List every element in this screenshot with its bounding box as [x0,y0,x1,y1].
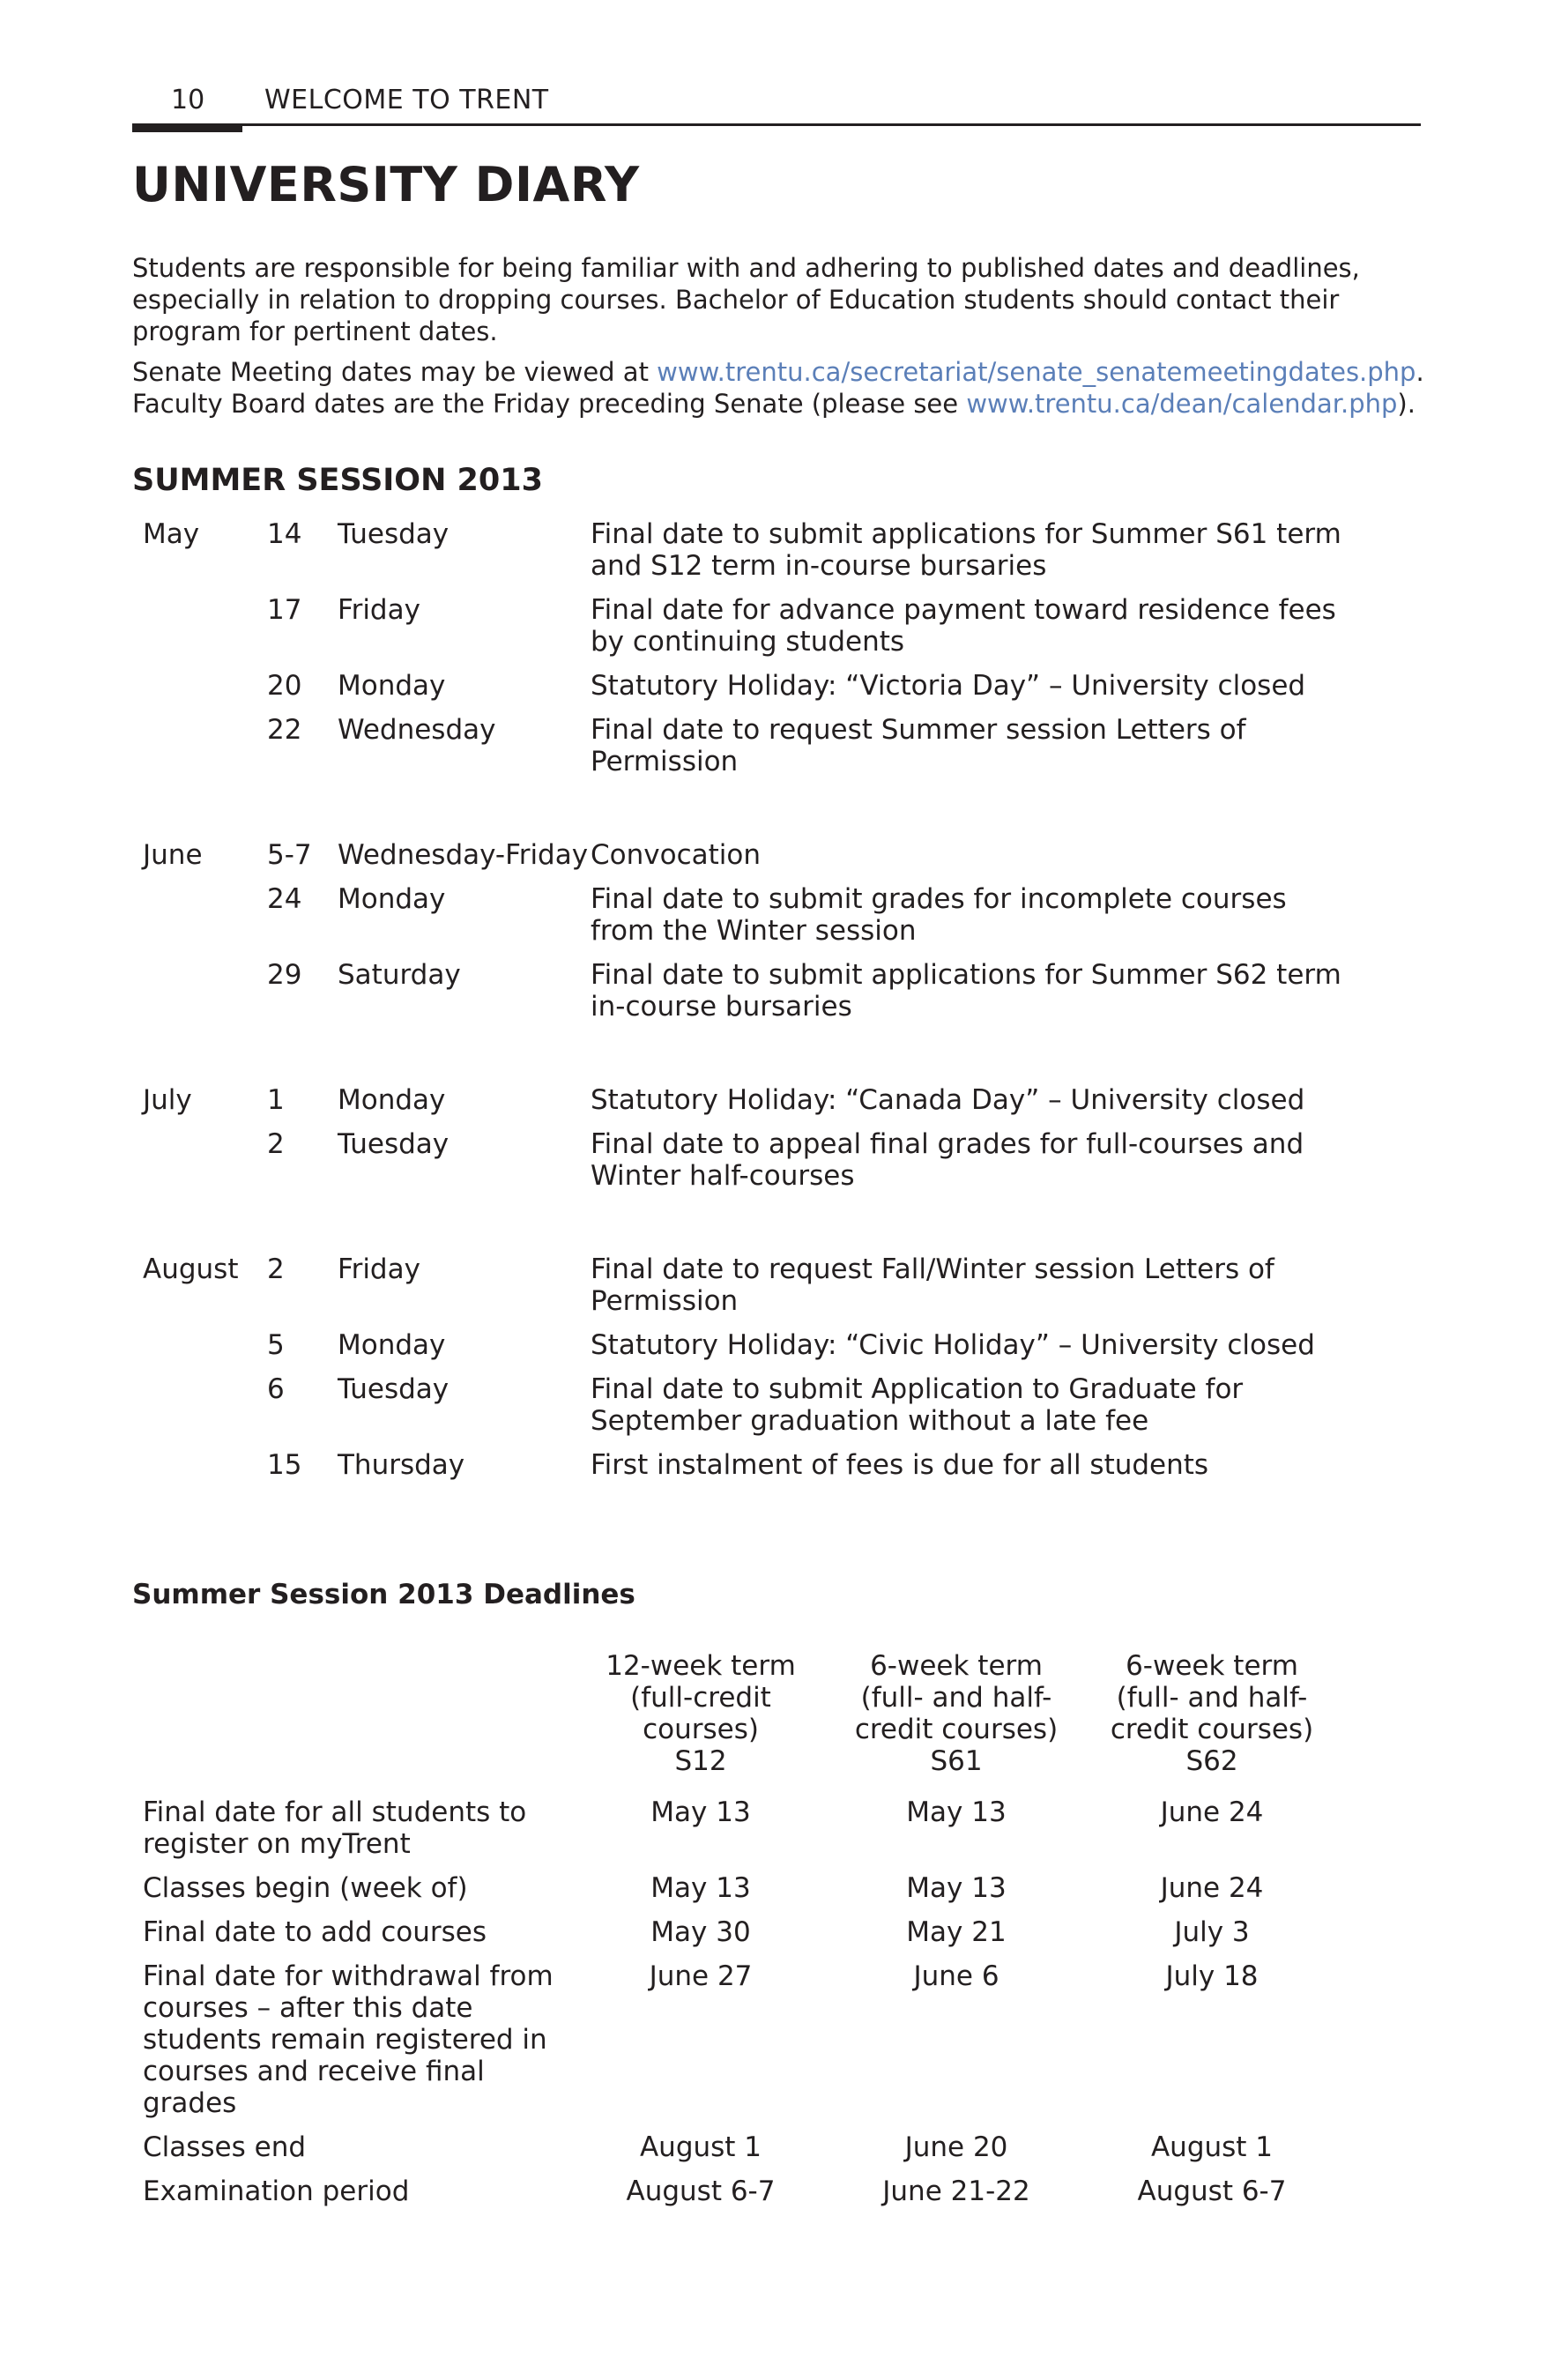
weekday: Tuesday [338,518,450,550]
deadline-date: May 21 [906,1916,1007,1948]
deadline-label: Examination period [143,2175,410,2207]
faculty-suffix: ). [1397,389,1416,419]
weekday: Monday [338,670,446,702]
term-header-line: 12-week term [606,1650,796,1682]
intro-paragraph: Students are responsible for being familiar with and adhering to published dates and deadlines, especially in relation to dropping courses. Bachelor of Education students should contact their program for pertinent dates. [132,253,1360,346]
month-label [132,670,267,702]
month-label [132,1449,267,1481]
senate-text: Senate Meeting dates may be viewed at [132,357,658,387]
term-column-header [1084,1650,1340,1777]
month-label: July [143,1084,192,1116]
event-description: Convocation [591,839,761,871]
deadline-date: August 1 [1150,2131,1274,2163]
event-description: Final date to request Summer session Letters of Permission [591,714,1246,777]
weekday: Thursday [338,1449,465,1481]
event-description: Final date to submit applications for Summer S61 term and S12 term in-course bursaries [591,518,1341,582]
deadline-row [132,1960,1428,2119]
term-column-header [829,1650,1084,1777]
deadline-label: Final date for withdrawal from courses – after this date students remain registered in courses and receive final grades [143,1960,554,2119]
weekday: Monday [338,1329,446,1361]
month-label [132,883,267,947]
deadline-date: July 3 [1174,1916,1250,1948]
diary-row [132,959,1428,1023]
term-header-line: (full- and half- [1116,1682,1308,1714]
diary-row [132,518,1428,582]
diary-table [132,518,1428,1543]
month-label: August [143,1253,239,1285]
intro-text [132,252,1428,428]
deadline-row [132,2175,1428,2207]
day-number: 24 [267,883,302,915]
header-rule [132,123,1421,126]
deadline-date: June 27 [649,1960,753,1992]
deadline-label: Classes begin (week of) [143,1872,468,1904]
term-header-line: credit courses) [854,1714,1059,1745]
term-header-line: S61 [930,1745,983,1777]
deadline-date: August 6-7 [626,2175,776,2207]
event-description: Final date to request Fall/Winter session Letters of Permission [591,1253,1274,1317]
deadline-date: June 20 [904,2131,1008,2163]
day-number: 15 [267,1449,302,1481]
deadline-date: May 13 [650,1872,751,1904]
deadline-date: May 13 [650,1796,751,1828]
diary-row [132,839,1428,871]
month-block-august [132,1253,1428,1481]
deadline-row [132,1796,1428,1860]
month-label [132,1128,267,1192]
term-header-line: 6-week term [1126,1650,1298,1682]
month-label [132,594,267,658]
event-description: Final date to submit Application to Graduate for September graduation without a late fee [591,1373,1244,1437]
diary-row [132,1084,1428,1116]
diary-row [132,1253,1428,1317]
day-number: 22 [267,714,302,746]
month-label [132,714,267,777]
deadlines-header-row [132,1650,1428,1777]
weekday: Wednesday [338,714,496,746]
page-title: UNIVERSITY DIARY [132,157,640,212]
event-description: Statutory Holiday: “Canada Day” – University closed [591,1084,1305,1116]
day-number: 20 [267,670,302,702]
deadline-date: June 21-22 [882,2175,1030,2207]
event-description: Final date to appeal final grades for full-courses and Winter half-courses [591,1128,1304,1192]
day-number: 1 [267,1084,285,1116]
term-header-line: (full-credit [630,1682,771,1714]
event-description: Final date to submit grades for incomplete courses from the Winter session [591,883,1287,947]
summer-session-heading: SUMMER SESSION 2013 [132,463,543,498]
diary-row [132,714,1428,777]
diary-row [132,883,1428,947]
meeting-dates-paragraph [132,356,1428,420]
deadlines-header-blank [132,1650,573,1777]
deadlines-heading: Summer Session 2013 Deadlines [132,1579,635,1610]
event-description: Statutory Holiday: “Victoria Day” – University closed [591,670,1306,702]
deadline-date: August 1 [639,2131,762,2163]
day-number: 29 [267,959,302,991]
running-header-title: WELCOME TO TRENT [264,85,549,115]
diary-row [132,1373,1428,1437]
header-tab-bar [132,123,242,132]
deadline-date: June 6 [913,1960,999,1992]
month-label [132,959,267,1023]
senate-dates-link[interactable]: www.trentu.ca/secretariat/senate_senatemeetingdates.php [657,357,1416,387]
weekday: Tuesday [338,1128,450,1160]
term-header-line: credit courses) [1110,1714,1314,1745]
day-number: 5-7 [267,839,312,871]
deadline-label: Final date to add courses [143,1916,487,1948]
deadline-row [132,1916,1428,1948]
event-description: Final date for advance payment toward residence fees by continuing students [591,594,1336,658]
month-block-may [132,518,1428,777]
term-header-line: S12 [674,1745,727,1777]
deadline-label: Classes end [143,2131,307,2163]
deadline-date: July 18 [1165,1960,1259,1992]
deadline-row [132,2131,1428,2163]
page-number: 10 [171,85,205,115]
weekday: Friday [338,594,420,626]
day-number: 5 [267,1329,285,1361]
term-header-line: courses) [643,1714,759,1745]
weekday: Saturday [338,959,461,991]
deadlines-table [132,1650,1428,2220]
day-number: 2 [267,1128,285,1160]
deadline-date: June 24 [1160,1796,1264,1828]
diary-row [132,1128,1428,1192]
month-block-june [132,839,1428,1023]
running-header [132,85,1421,127]
deadline-date: May 30 [650,1916,751,1948]
weekday: Tuesday [338,1373,450,1405]
term-header-line: (full- and half- [860,1682,1052,1714]
deadline-date: June 24 [1160,1872,1264,1904]
weekday: Friday [338,1253,420,1285]
deadline-date: May 13 [906,1796,1007,1828]
weekday: Monday [338,1084,446,1116]
faculty-text: Faculty Board dates are the Friday preceding Senate (please see [132,389,967,419]
deadline-row [132,1872,1428,1904]
day-number: 2 [267,1253,285,1285]
day-number: 6 [267,1373,285,1405]
month-label [132,1329,267,1361]
day-number: 14 [267,518,302,550]
weekday: Wednesday-Friday [338,839,589,871]
weekday: Monday [338,883,446,915]
month-label: May [143,518,200,550]
event-description: Statutory Holiday: “Civic Holiday” – University closed [591,1329,1315,1361]
term-header-line: S62 [1185,1745,1238,1777]
senate-suffix: . [1416,357,1424,387]
month-block-july [132,1084,1428,1192]
faculty-calendar-link[interactable]: www.trentu.ca/dean/calendar.php [966,389,1398,419]
event-description: First instalment of fees is due for all students [591,1449,1209,1481]
deadline-label: Final date for all students to register on myTrent [143,1796,527,1860]
day-number: 17 [267,594,302,626]
deadline-date: May 13 [906,1872,1007,1904]
diary-row [132,1449,1428,1481]
month-label: June [143,839,203,871]
term-header-line: 6-week term [870,1650,1043,1682]
month-label [132,1373,267,1437]
deadline-date: August 6-7 [1137,2175,1287,2207]
diary-row [132,1329,1428,1361]
term-column-header [573,1650,829,1777]
diary-row [132,594,1428,658]
diary-row [132,670,1428,702]
event-description: Final date to submit applications for Summer S62 term in-course bursaries [591,959,1341,1023]
